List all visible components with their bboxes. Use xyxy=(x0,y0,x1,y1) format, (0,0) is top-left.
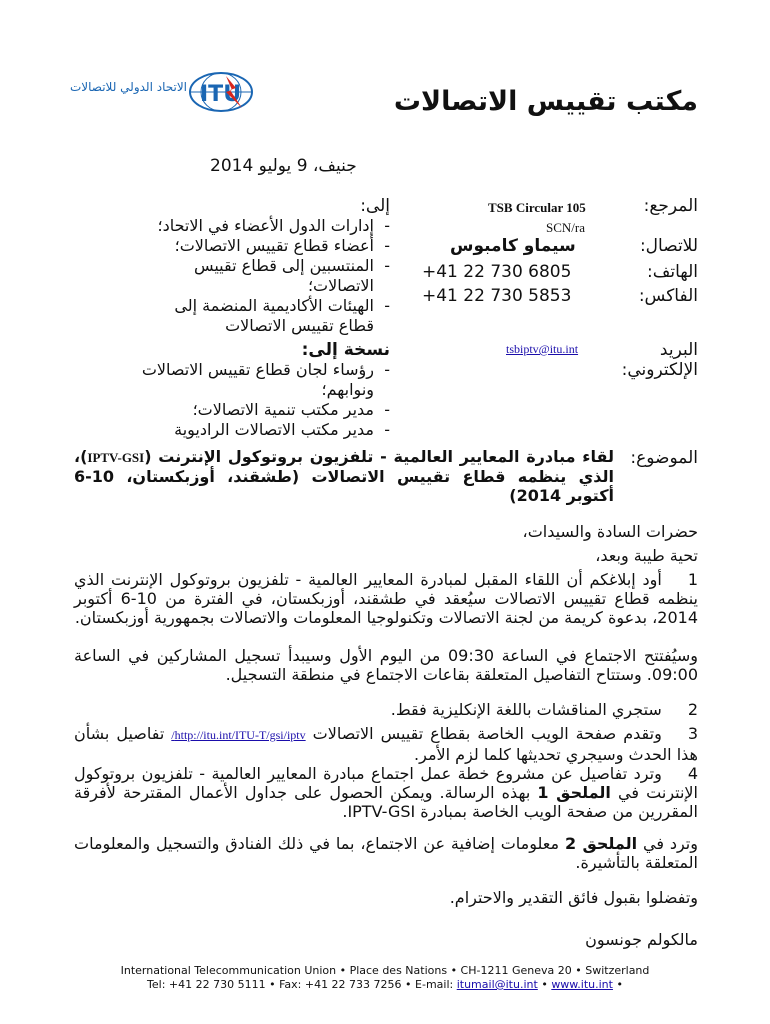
salutation: تحية طيبة وبعد، xyxy=(595,546,698,565)
phone-value: +41 22 730 6805 xyxy=(422,262,572,282)
greeting: حضرات السادة والسيدات، xyxy=(522,522,698,541)
ref-label: المرجع: xyxy=(643,196,698,216)
paragraph-5: وترد في الملحق 2 معلومات إضافية عن الاجتماع، بما في ذلك الفنادق والتسجيل والمعلومات المتعلقة بالتأشيرة. xyxy=(74,834,698,872)
footer xyxy=(0,964,770,992)
contact-label: للاتصال: xyxy=(639,236,698,256)
copy-label: نسخة إلى: xyxy=(301,340,390,360)
to-label: إلى: xyxy=(360,196,390,216)
office-title: مكتب تقييس الاتصالات xyxy=(393,86,698,117)
to-item: - إدارات الدول الأعضاء في الاتحاد؛ xyxy=(157,216,390,235)
fax-label: الفاكس: xyxy=(638,286,698,306)
paragraph-1: 1أود إبلاغكم أن اللقاء المقبل لمبادرة المعايير العالمية - تلفزيون بروتوكول الإنترنت الذي ينظمه قطاع تقييس الاتصالات سيُعقد في طشقند، أوزبكستان، في الفترة من 10-6 أكتوبر 2014، بدعوة كريمة من لجنة الاتصالات وتكنولوجيا المعلومات والاتصالات بجمهورية أوزبكستان. xyxy=(74,570,698,627)
to-item: - المنتسبين إلى قطاع تقييس الاتصالات؛ xyxy=(193,256,390,295)
iptv-gsi-link[interactable]: http://itu.int/ITU-T/gsi/iptv/ xyxy=(171,728,306,742)
email-link[interactable]: tsbiptv@itu.int xyxy=(506,342,579,356)
subject-label: الموضوع: xyxy=(630,448,698,468)
ref-sub: SCN/ra xyxy=(546,220,585,235)
email-label: البريد الإلكتروني: xyxy=(621,340,698,380)
copy-item: - رؤساء لجان قطاع تقييس الاتصالات ونوابهم؛ xyxy=(141,360,390,399)
subject-text: لقاء مبادرة المعايير العالمية - تلفزيون بروتوكول الإنترنت (IPTV-GSI)، الذي ينظمه قطاع تقييس الاتصالات (طشقند، أوزبكستان، 10-6 أكتوبر 2014) xyxy=(74,447,614,505)
contact-value: سيماو كامبوس xyxy=(450,236,576,256)
footer-web-link[interactable]: www.itu.int xyxy=(551,978,613,991)
paragraph-4: 4وترد تفاصيل عن مشروع خطة عمل اجتماع مبادرة المعايير العالمية - تلفزيون بروتوكول الإنترنت في الملحق 1 بهذه الرسالة. ويمكن الحصول على جداول الأعمال المقترحة لأفرقة المقررين من صفحة الويب الخاصة بمبادرة IPTV-GSI. xyxy=(74,764,698,821)
fax-value: +41 22 730 5853 xyxy=(422,286,572,306)
phone-label: الهاتف: xyxy=(647,262,698,282)
footer-address: International Telecommunication Union • Place des Nations • CH-1211 Geneva 20 • Switzerland xyxy=(120,964,650,977)
copy-item: - مدير مكتب الاتصالات الراديوية xyxy=(174,420,390,439)
paragraph-3: 3وتقدم صفحة الويب الخاصة بقطاع تقييس الاتصالات http://itu.int/ITU-T/gsi/iptv/ تفاصيل بشأن هذا الحدث وسيجري تحديثها كلما لزم الأمر. xyxy=(74,724,699,764)
paragraph-2: 2ستجري المناقشات باللغة الإنكليزية فقط. xyxy=(390,700,698,719)
closing: وتفضلوا بقبول فائق التقدير والاحترام. xyxy=(449,888,698,907)
to-block xyxy=(140,196,390,336)
paragraph-1b: وسيُفتتح الاجتماع في الساعة 09:30 من اليوم الأول وسيبدأ تسجيل المشاركين في الساعة 09:00. وستتاح التفاصيل المتعلقة بقاعات الاجتماع في منطقة التسجيل. xyxy=(74,646,698,684)
ref-value: TSB Circular 105 xyxy=(488,200,586,215)
footer-contact: Tel: +41 22 730 5111 • Fax: +41 22 733 7256 • E-mail: itumail@itu.int • www.itu.int • xyxy=(147,978,623,991)
letter-date: جنيف، 9 يوليو 2014 xyxy=(210,156,357,176)
signature: مالكولم جونسون xyxy=(585,930,698,949)
to-item: - أعضاء قطاع تقييس الاتصالات؛ xyxy=(174,236,390,255)
to-item: - الهيئات الأكاديمية المنضمة إلى قطاع تقييس الاتصالات xyxy=(174,296,390,335)
logo-brand: ITU xyxy=(200,82,242,107)
itu-logo-icon xyxy=(188,70,254,114)
logo-wordmark: الاتحاد الدولي للاتصالات xyxy=(70,80,187,94)
copy-block xyxy=(140,340,390,440)
footer-email-link[interactable]: itumail@itu.int xyxy=(456,978,538,991)
copy-item: - مدير مكتب تنمية الاتصالات؛ xyxy=(192,400,390,419)
